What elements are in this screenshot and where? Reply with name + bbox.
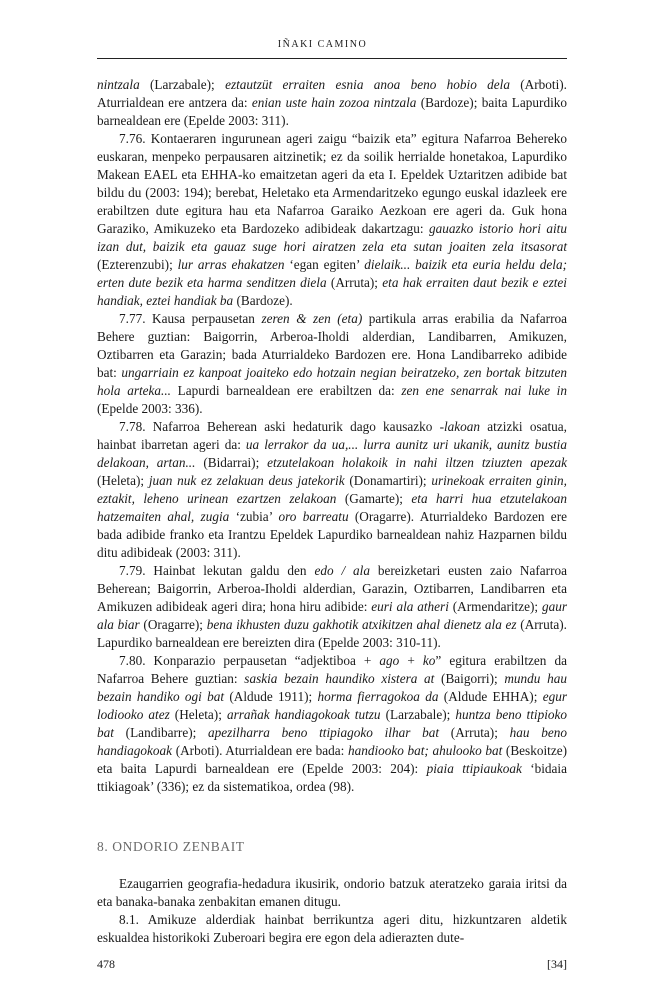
running-head: IÑAKI CAMINO — [277, 39, 368, 50]
text-run: Ezaugarrien geografia-hedadura ikusirik, ondorio batzuk ateratzeko garaia iritsi da eta banaka-banaka zenbakitan emanen ditugu. — [97, 876, 567, 909]
italic-run: dielaik... baizik eta euria heldu dela; erten dute bezik eta harma senditzen diela — [97, 257, 567, 290]
text-run: (Arruta); — [326, 275, 383, 290]
text-run: (Bardoze); baita Lapurdiko barnealdean ere (Epelde 2003: 311). — [97, 95, 567, 128]
italic-run: zen ene senarrak nai luke in — [401, 383, 567, 398]
text-run: ‘bidaia ttikiagoak’ (336); ez da sistematikoa, ordea (98). — [97, 761, 567, 794]
italic-run: horma fierragokoa da — [317, 689, 439, 704]
text-run: (Heleta); — [169, 707, 227, 722]
italic-run: euri ala atheri — [371, 599, 449, 614]
italic-run: nintzala — [97, 77, 140, 92]
text-run: (Arboti). Aturrialdean ere antzera da: — [97, 77, 567, 110]
text-run: bereizketari eusten zaio Nafarroa Beherean; Baigorrin, Arberoa-Iholdi alderdian, Garazin, Oztibarren, Landibarren eta Amikuzen adibideak ageri dira; hona hiru adibide: — [97, 563, 568, 614]
page-number: 478 — [97, 957, 115, 971]
text-run: + — [399, 653, 423, 668]
italic-run: ungarriain ez kanpoat joaiteko edo hotzain negian beiratzeko, zen bortak bitzuten hola arteka... — [97, 365, 567, 398]
italic-run: huntza beno ttipioko bat — [97, 707, 568, 740]
text-run: atzizki osatua, hainbat ibarretan ageri da: — [97, 419, 567, 452]
italic-run: gauazko istorio hori aitu izan dut, baizik eta gauaz suge hori airatzen zela eta sutan joaiten zela itsasorat — [97, 221, 567, 254]
header-rule — [97, 58, 567, 59]
italic-run: enian uste hain zozoa nintzala — [251, 95, 417, 110]
paragraph-8-1 — [97, 911, 567, 947]
text-run: (Arboti). Aturrialdean ere bada: — [172, 743, 348, 758]
paragraph-7-78 — [97, 418, 567, 562]
text-run: 8.1. Amikuze alderdiak hainbat berrikuntza ageri ditu, hizkuntzaren aldetik eskualdea historikoki Zuberoari begira ere egon dela adierazten dute- — [97, 912, 567, 945]
text-run: 7.79. Hainbat lekutan galdu den — [119, 563, 315, 578]
italic-run: eta harri hua etzutelakoan hatzemaiten ahal, zugia — [97, 491, 567, 524]
text-run: (Bidarrai); — [195, 455, 268, 470]
paragraph-7-77 — [97, 310, 567, 418]
text-run: (Armendaritze); — [448, 599, 542, 614]
italic-run: piaia ttipiaukoak — [426, 761, 522, 776]
text-run: ‘zubia’ — [229, 509, 279, 524]
italic-run: bena ikhusten duzu gakhotik atxikitzen ahal dienetz ala ez — [206, 617, 517, 632]
main-text — [97, 76, 567, 796]
text-run: 7.78. Nafarroa Beherean aski hedaturik dago kausazko — [119, 419, 440, 434]
text-run: (Arruta); — [439, 725, 510, 740]
italic-run: mundu hau bezain handiko ogi bat — [97, 671, 567, 704]
italic-run: zeren & zen (eta) — [261, 311, 363, 326]
text-run: (Arruta). Lapurdiko barnealdean ere bereizten dira (Epelde 2003: 310-11). — [97, 617, 567, 650]
italic-run: gaur ala biar — [97, 599, 567, 632]
paragraph — [97, 875, 567, 911]
italic-run: saskia bezain haundiko xistera at — [244, 671, 435, 686]
text-run: (Beskoitze) eta baita Lapurdi barnealdean ere (Epelde 2003: 204): — [97, 743, 567, 776]
text-run: (Epelde 2003: 336). — [97, 401, 203, 416]
italic-run: lur arras ehakatzen — [177, 257, 285, 272]
text-run: Lapurdi barnealdean ere erabiltzen da: — [170, 383, 402, 398]
italic-run: etzutelakoan holakoik in nahi iltzen tziuzten apezak — [267, 455, 567, 470]
paragraph-7-76 — [97, 130, 567, 310]
paragraph-7-79 — [97, 562, 567, 652]
italic-run: eta hak erraiten daut bezik e eztei handiak, eztei handiak ba — [97, 275, 567, 308]
text-run: (Ezterenzubi); — [97, 257, 178, 272]
paragraph-7-80 — [97, 652, 567, 796]
text-run: (Aldude 1911); — [224, 689, 318, 704]
italic-run: eztautzüt erraiten esnia anoa beno hobio dela — [225, 77, 510, 92]
italic-run: apezilharra beno ttipiagoko ilhar bat — [208, 725, 440, 740]
section-heading: 8. ONDORIO ZENBAIT — [97, 839, 245, 854]
text-run: ” egitura erabiltzen da Nafarroa Behere guztian: — [97, 653, 567, 686]
italic-run: -lakoan — [439, 419, 481, 434]
text-run: (Larzabale); — [139, 77, 226, 92]
italic-run: ua lerrakor da ua,... lurra aunitz uri ukanik, aunitz bustia delakoan, artan... — [97, 437, 567, 470]
text-run: (Aldude EHHA); — [438, 689, 543, 704]
italic-run: arrañak handiagokoak tutzu — [226, 707, 381, 722]
italic-run: urinekoak erraiten ginin, eztakit, leheno urinean ezartzen zelakoan — [97, 473, 567, 506]
italic-run: handiooko bat; ahulooko bat — [347, 743, 503, 758]
italic-run: ko — [422, 653, 436, 668]
text-run: (Donamartiri); — [344, 473, 432, 488]
text-run: (Bardoze). — [233, 293, 293, 308]
text-run: (Landibarre); — [113, 725, 209, 740]
bracket-page-number: [34] — [547, 957, 567, 971]
text-run: 7.76. Kontaeraren ingurunean ageri zaigu “baizik eta” egitura Nafarroa Behereko euskaran, menpeko perpausaren aitzinetik; ez da soilik herrialde honetakoa, Lapurdiko Makean EAEL eta EHHA-ko emaitzetan ageri da eta I. Epeldek Uztaritzen adibide bat bildu du (2003: 194); berebat, Heletako eta Armendaritzeko egungo euskal idazleek ere erabiltzen dute egitura hau eta Nafarroa Garaiko Aezkoan ere ageri da. Guk hona Garaziko, Amikuzeko eta Bardozeko adibideak dakartzagu: — [97, 131, 567, 236]
italic-run: hau beno handiagokoak — [97, 725, 567, 758]
text-run: (Baigorri); — [434, 671, 505, 686]
italic-run: oro barreatu — [278, 509, 349, 524]
text-run: partikula arras erabilia da Nafarroa Behere guztian: Baigorrin, Arberoa-Iholdi alderdian, Landibarren, Amikuzen, Oztibarren eta Garazin; bada Aturrialdeko Bardozen ere. Hona Landibarreko adibide bat: — [97, 311, 567, 380]
text-run: (Larzabale); — [380, 707, 456, 722]
section-text — [97, 875, 567, 947]
italic-run: ago — [379, 653, 400, 668]
text-run: ‘egan egiten’ — [284, 257, 365, 272]
text-run: 7.80. Konparazio perpausetan “adjektiboa + — [119, 653, 380, 668]
paragraph — [97, 76, 567, 130]
text-run: (Oragarre). Aturrialdeko Bardozen ere bada adibide franko eta Irantzu Epeldek Lapurdiko barnealdean nahiz Hazparnen bildu ditu adibideak (2003: 311). — [97, 509, 567, 560]
italic-run: edo / ala — [314, 563, 370, 578]
text-run: (Heleta); — [97, 473, 149, 488]
italic-run: egur lodiooko atez — [97, 689, 567, 722]
text-run: (Oragarre); — [139, 617, 207, 632]
text-run: (Gamarte); — [336, 491, 412, 506]
text-run: 7.77. Kausa perpausetan — [119, 311, 262, 326]
italic-run: juan nuk ez zelakuan deus jatekorik — [148, 473, 345, 488]
